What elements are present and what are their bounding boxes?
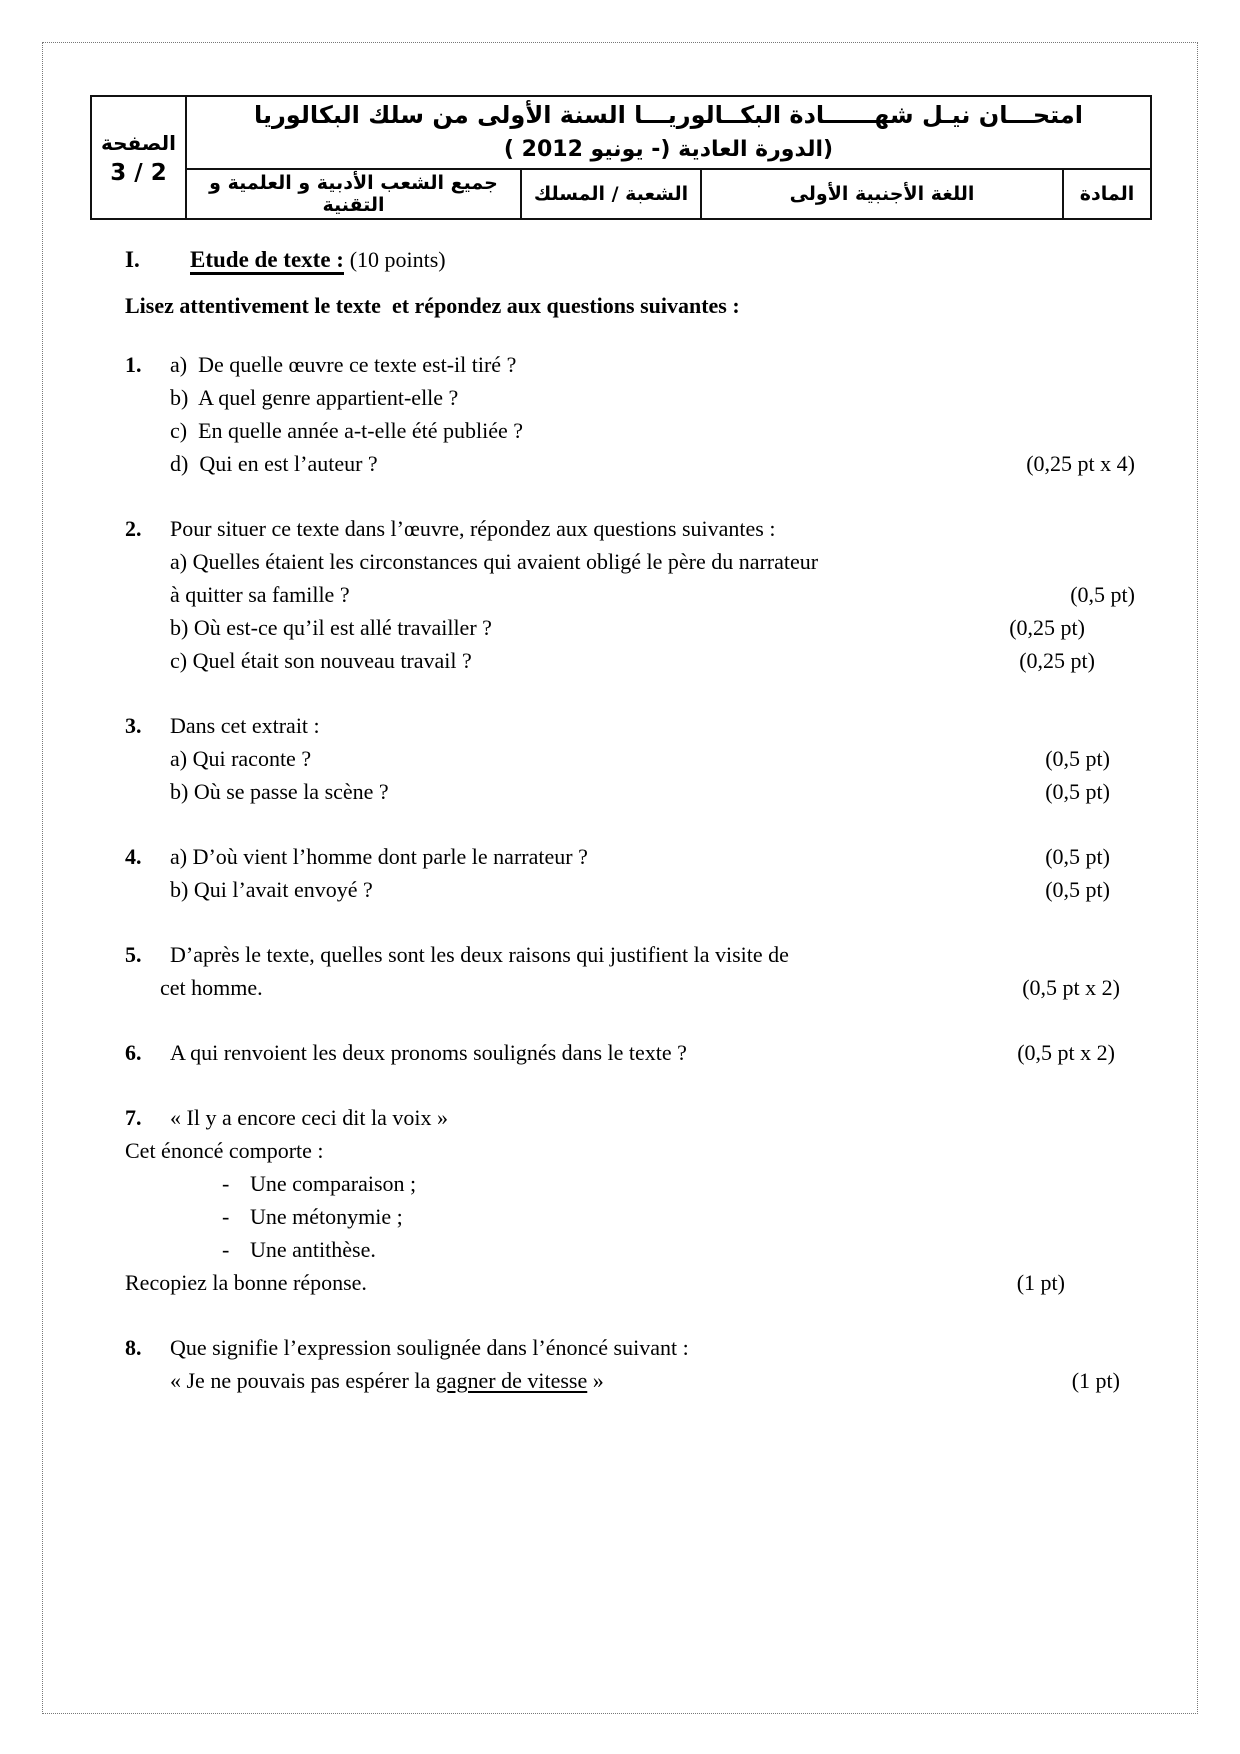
q1-item-c: c) En quelle année a-t-elle été publiée ? [170,418,524,443]
q6-points: (0,5 pt x 2) [1017,1040,1115,1065]
question-6 [125,1036,1135,1069]
exam-title-cell [186,96,1151,169]
q7-number: 7. [125,1105,142,1130]
q7-option-row [125,1200,1135,1233]
q3-number: 3. [125,713,142,738]
q7-closing: Recopiez la bonne réponse. [125,1270,367,1295]
question-8 [125,1331,1135,1397]
section-heading [125,243,1135,276]
q2-points-a: (0,5 pt) [1070,582,1135,607]
q8-text: Que signifie l’expression soulignée dans l’énoncé suivant : [170,1335,689,1360]
question-7 [125,1101,1135,1299]
page-number-cell [91,96,186,219]
q1-number: 1. [125,352,142,377]
q2-points-b: (0,25 pt) [1009,615,1085,640]
q8-quote [170,1364,604,1397]
q2-item-b: b) Où est-ce qu’il est allé travailler ? [170,615,492,640]
q4-item-b: b) Qui l’avait envoyé ? [170,877,373,902]
q6-text: A qui renvoient les deux pronoms soulignés dans le texte ? [170,1040,687,1065]
exam-header-table [90,95,1152,220]
subject-value-cell: اللغة الأجنبية الأولى [701,169,1063,219]
question-5 [125,938,1135,1004]
q1-item-d: d) Qui en est l’auteur ? [170,451,378,476]
q5-line2: cet homme. [160,975,263,1000]
page-label: الصفحة [100,130,176,155]
q4-points-a: (0,5 pt) [1045,844,1110,869]
question-1 [125,348,1135,480]
q7-lead: Cet énoncé comporte : [125,1138,324,1163]
q3-item-a: a) Qui raconte ? [170,746,312,771]
q5-number: 5. [125,942,142,967]
q5-points: (0,5 pt x 2) [1022,975,1120,1000]
q7-option-row [125,1233,1135,1266]
exam-body [0,243,1240,1397]
q2-item-c: c) Quel était son nouveau travail ? [170,648,472,673]
q7-option-2: Une métonymie ; [250,1204,403,1229]
q2-intro: Pour situer ce texte dans l’œuvre, répondez aux questions suivantes : [170,516,776,541]
section-points: (10 points) [349,247,446,272]
q2-item-a-line1: a) Quelles étaient les circonstances qui avaient obligé le père du narrateur [170,549,819,574]
q7-points: (1 pt) [1016,1270,1065,1295]
q1-points: (0,25 pt x 4) [1026,451,1135,476]
q8-quote-underlined: gagner de vitesse [435,1368,588,1393]
q3-points-b: (0,5 pt) [1045,779,1110,804]
section-title: Etude de texte : [190,247,344,275]
q3-intro: Dans cet extrait : [170,713,320,738]
q8-quote-pre: « Je ne pouvais pas espérer la [170,1368,436,1393]
q5-line1: D’après le texte, quelles sont les deux raisons qui justifient la visite de [170,942,789,967]
q1-item-a: a) De quelle œuvre ce texte est-il tiré ? [170,352,517,377]
subject-label-cell: المادة [1063,169,1151,219]
exam-title-line1: امتحـــان نيـل شهــــــادة البكــالوريـــا السنة الأولى من سلك البكالوريا [253,101,1084,129]
q4-points-b: (0,5 pt) [1045,877,1110,902]
dash-bullet: - [222,1204,230,1229]
q6-number: 6. [125,1040,142,1065]
q3-item-b: b) Où se passe la scène ? [170,779,389,804]
question-2 [125,512,1135,677]
q7-option-3: Une antithèse. [250,1237,376,1262]
page-number: 3 / 2 [110,159,167,186]
q2-number: 2. [125,516,142,541]
q8-number: 8. [125,1335,142,1360]
instruction-text: Lisez attentivement le texte et répondez aux questions suivantes : [125,293,740,318]
question-4 [125,840,1135,906]
q8-quote-post: » [587,1368,604,1393]
exam-title-line2: (الدورة العادية (- يونيو 2012 ) [503,137,834,162]
q7-option-row [125,1167,1135,1200]
q1-item-b: b) A quel genre appartient-elle ? [170,385,459,410]
question-3 [125,709,1135,808]
dash-bullet: - [222,1171,230,1196]
section-numeral: I. [125,247,140,272]
q2-item-a-line2: à quitter sa famille ? [170,582,350,607]
q4-item-a: a) D’où vient l’homme dont parle le narrateur ? [170,844,588,869]
dash-bullet: - [222,1237,230,1262]
q2-points-c: (0,25 pt) [1019,648,1095,673]
q7-option-1: Une comparaison ; [250,1171,417,1196]
q3-points-a: (0,5 pt) [1045,746,1110,771]
branch-label-cell: الشعبة / المسلك [521,169,701,219]
q4-number: 4. [125,844,142,869]
q8-points: (1 pt) [1071,1368,1120,1393]
streams-cell: جميع الشعب الأدبية و العلمية و التقنية [186,169,521,219]
q7-quote: « Il y a encore ceci dit la voix » [170,1105,448,1130]
